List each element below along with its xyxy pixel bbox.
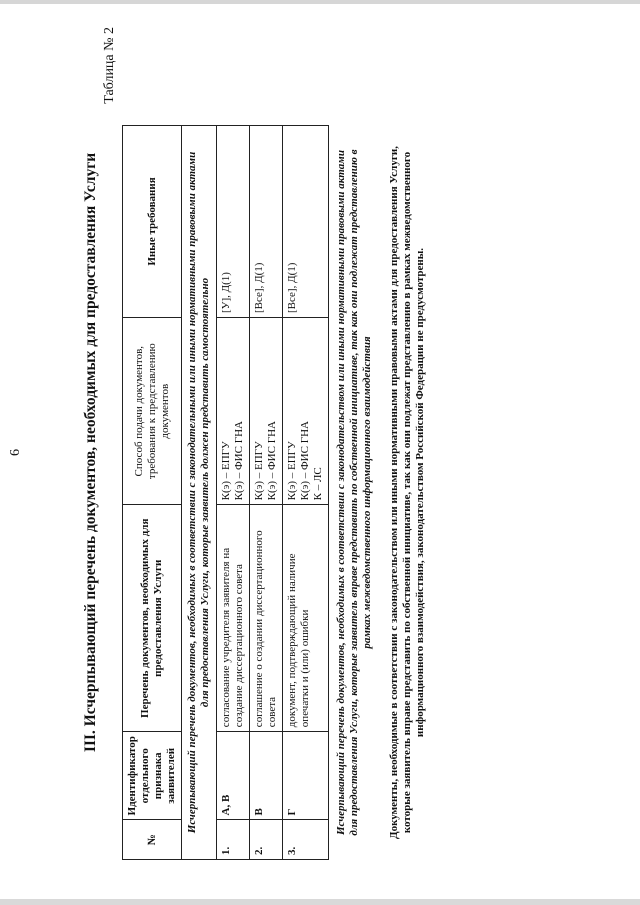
- row-other: [У], Д(1): [217, 126, 250, 318]
- row-num: 2.: [250, 820, 283, 860]
- row-num: 3.: [283, 820, 329, 860]
- row-document: документ, подтверждающий наличие опечатки и (или) ошибки: [283, 505, 329, 732]
- header-row: [123, 126, 182, 860]
- header-documents: Перечень документов, необходимых для предоставления Услуги: [123, 505, 182, 732]
- row-submission: [217, 317, 250, 504]
- header-submission: Способ подачи документов, требования к представлению документов: [123, 317, 182, 504]
- page-number: 6: [8, 449, 23, 456]
- section2-note-row: [329, 126, 381, 860]
- submission-line: К(э) – ФИС ГНА: [266, 421, 278, 501]
- header-other: Иные требования: [123, 126, 182, 318]
- header-num: №: [123, 820, 182, 860]
- section2-note: Исчерпывающий перечень документов, необходимых в соответствии с законодательством или иными нормативными правовыми актами для предоставления Услуги, которые заявитель вправе представить по собственной инициативе, так как они подлежат представлению в рамках межведомственного информационного взаимодействия: [335, 149, 373, 836]
- header-identifier: Идентификатор отдельного признака заявителей: [123, 732, 182, 820]
- row-group: В: [250, 732, 283, 820]
- table-row: [250, 126, 283, 860]
- row-group: Г: [283, 732, 329, 820]
- row-num: 1.: [217, 820, 250, 860]
- table-row: [283, 126, 329, 860]
- table-label: Таблица № 2: [102, 27, 117, 104]
- footer-row: [380, 126, 435, 860]
- submission-line: К(э) – ЕПГУ: [253, 441, 265, 501]
- submission-line: К(э) – ЕПГУ: [220, 441, 232, 501]
- table-row: [217, 126, 250, 860]
- section1-note: Исчерпывающий перечень документов, необходимых в соответствии с законодательными или иными нормативными правовыми актами для предоставления Услуги, которые заявитель должен представить самостоятельно: [182, 126, 217, 860]
- submission-line: К – ЛС: [312, 467, 324, 501]
- section-title: III. Исчерпывающий перечень документов, необходимых для предоставления Услуги: [82, 152, 99, 753]
- submission-line: К(э) – ФИС ГНА: [299, 421, 311, 501]
- section1-note-row: [182, 126, 217, 860]
- row-submission: [283, 317, 329, 504]
- row-other: [Все], Д(1): [250, 126, 283, 318]
- bottom-edge: [0, 899, 640, 905]
- row-group: А, В: [217, 732, 250, 820]
- documents-table: [122, 125, 435, 860]
- row-other: [Все], Д(1): [283, 126, 329, 318]
- row-document: соглашение о создании диссертационного совета: [250, 505, 283, 732]
- submission-line: К(э) – ЕПГУ: [286, 441, 298, 501]
- row-submission: [250, 317, 283, 504]
- submission-line: К(э) – ФИС ГНА: [233, 421, 245, 501]
- row-document: согласование учредителя заявителя на создание диссертационного совета: [217, 505, 250, 732]
- footer-note: Документы, необходимые в соответствии с законодательством или иными нормативными правовыми актами для предоставления Услуги, которые заявитель вправе представить по собственной инициативе, так как они подлежат представлению в рамках межведомственного информационного взаимодействия, законодательством Российской Федерации не предусмотрены.: [388, 146, 426, 839]
